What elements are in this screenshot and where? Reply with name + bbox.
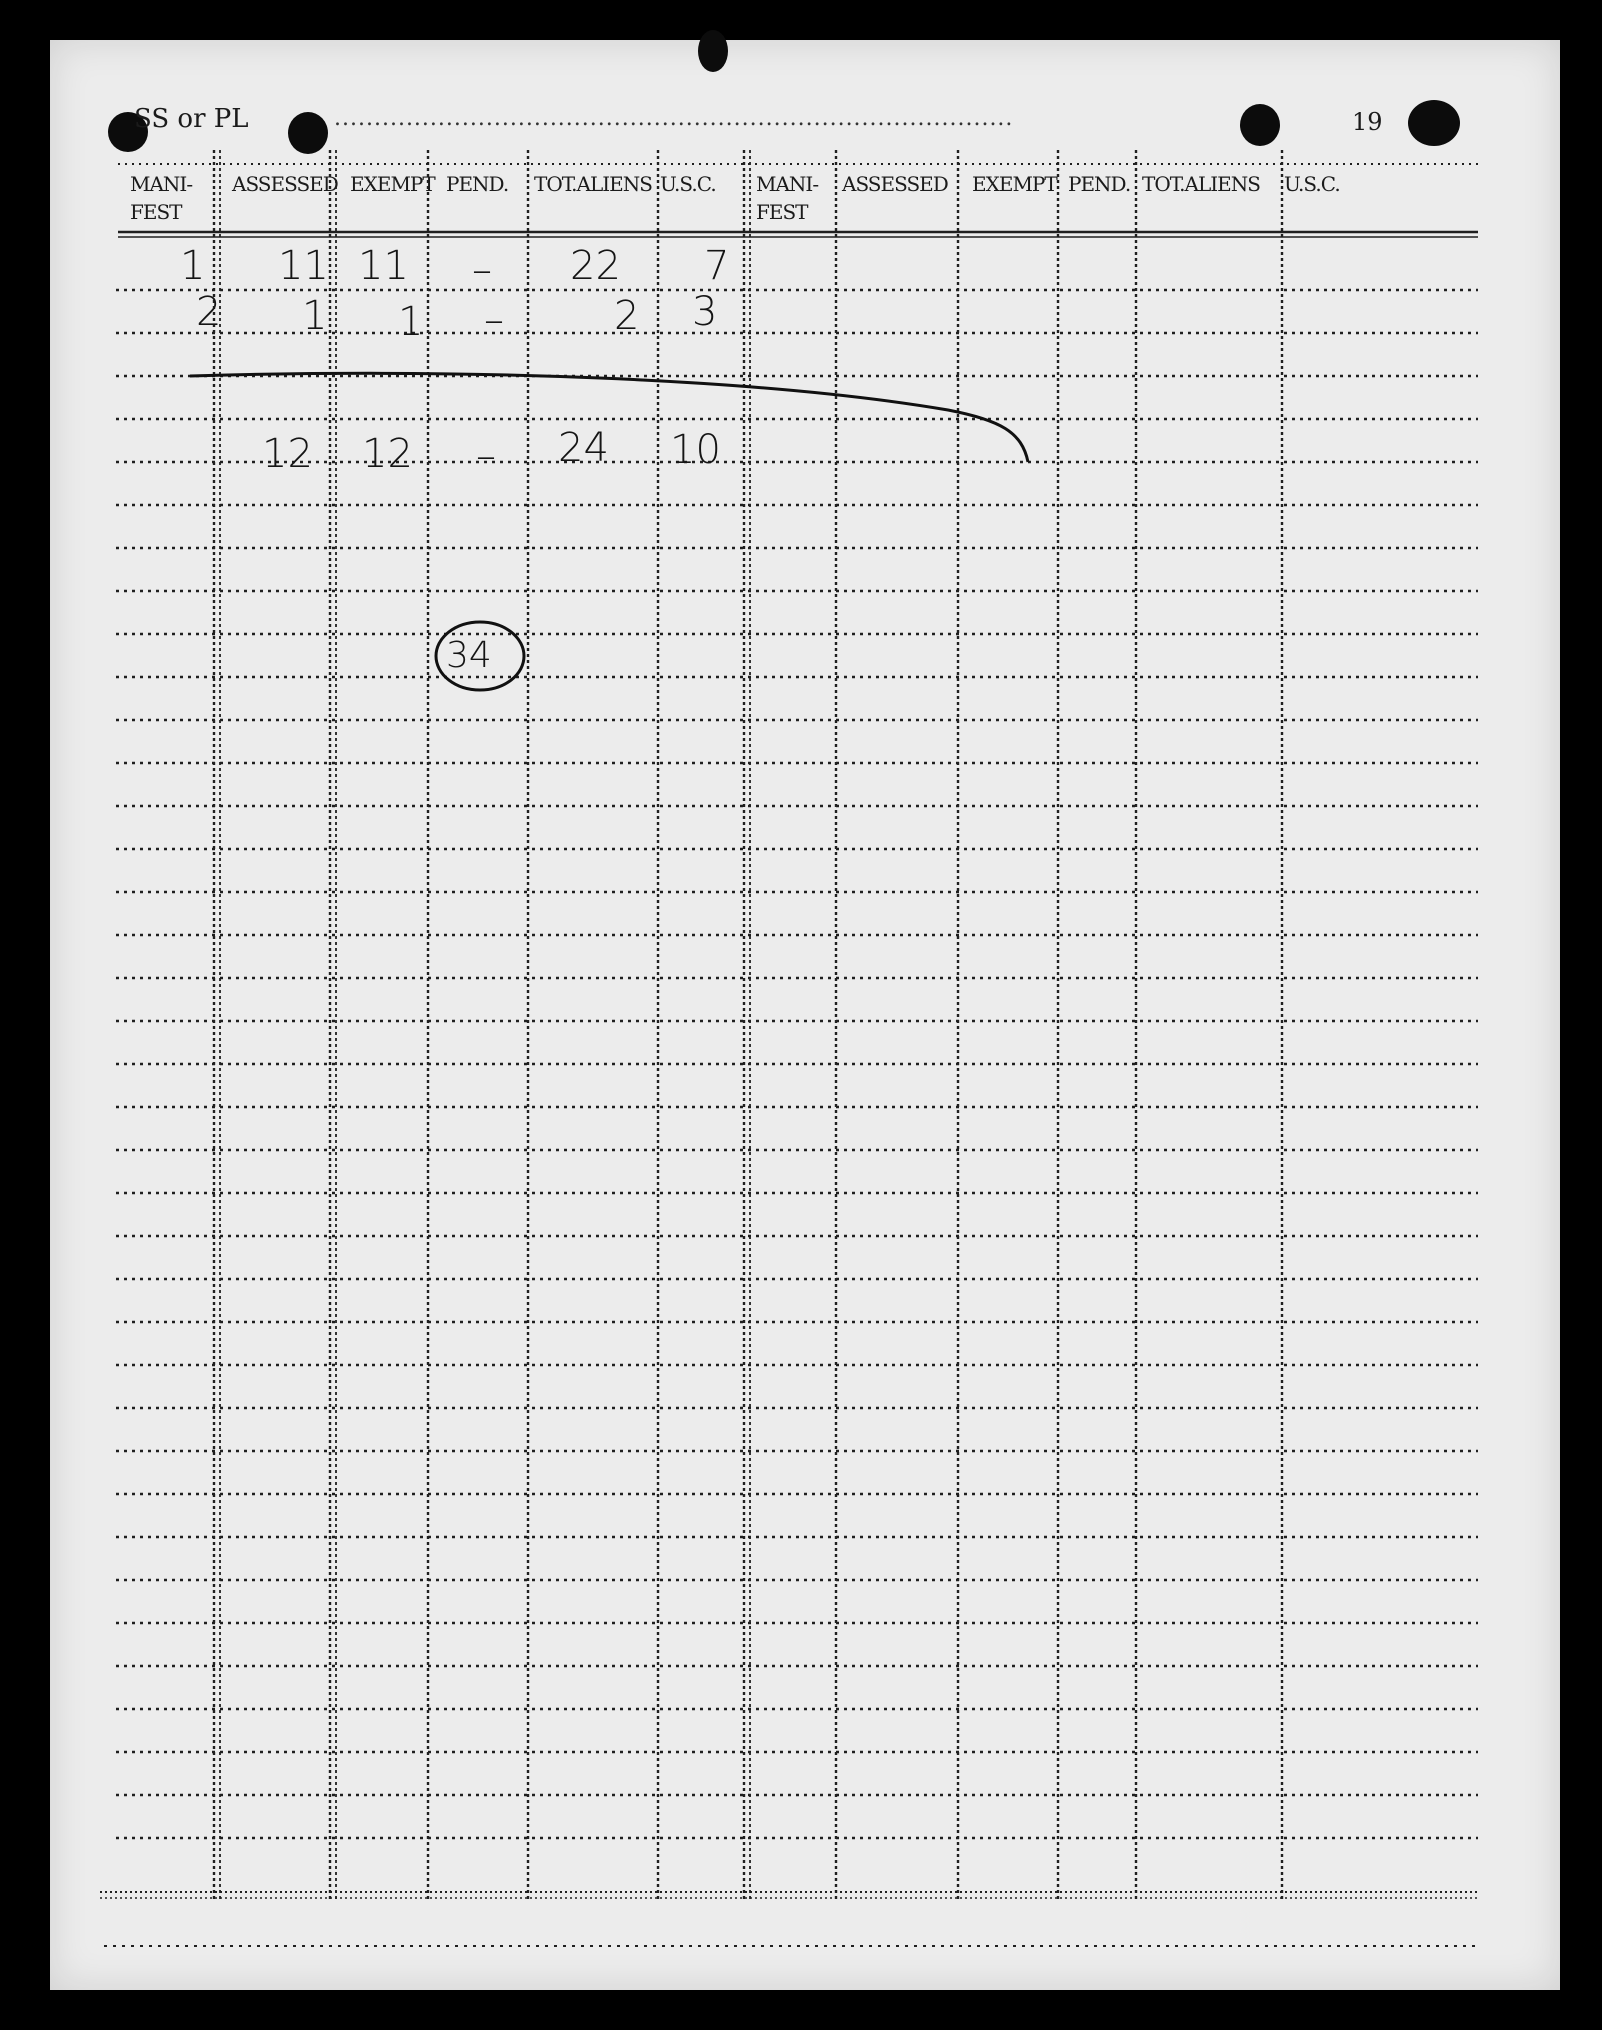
ship-label: SS or PL	[134, 104, 249, 134]
entry-2-tot-aliens: 2	[614, 293, 640, 339]
col-header-usc-2: U.S.C.	[1284, 172, 1340, 196]
entry-1-tot-aliens: 22	[570, 243, 621, 289]
col-header-pend-2: PEND.	[1068, 172, 1131, 196]
entry-2-manifest: 2	[196, 289, 222, 335]
col-header-pend-1: PEND.	[446, 172, 509, 196]
year-prefix: 19	[1352, 108, 1383, 136]
col-header-assessed-1: ASSESSED	[232, 172, 338, 196]
col-header-exempt-2: EXEMPT	[972, 172, 1057, 196]
col-header-usc-1: U.S.C.	[660, 172, 716, 196]
entry-2-assessed: 1	[302, 293, 328, 339]
total-assessed: 12	[262, 431, 313, 477]
col-header-exempt-1: EXEMPT	[350, 172, 435, 196]
entry-1-usc: 7	[704, 243, 730, 289]
entry-2-exempt: 1	[398, 299, 424, 345]
entry-2-pend: –	[484, 297, 504, 343]
handwritten-sum-line	[190, 373, 1028, 462]
col-header-tot-aliens-1: TOT.ALIENS	[534, 172, 652, 196]
entry-1-pend: –	[472, 247, 492, 293]
entry-1-manifest: 1	[180, 243, 206, 289]
total-tot-aliens: 24	[558, 425, 609, 471]
col-header-manifest-2: MANI- FEST	[756, 172, 819, 224]
col-header-assessed-2: ASSESSED	[842, 172, 948, 196]
total-exempt: 12	[362, 431, 413, 477]
total-pend: –	[476, 433, 496, 479]
date-dotted-line: .....................................................................................	[334, 106, 1014, 131]
circled-total: 34	[446, 635, 492, 676]
entry-2-usc: 3	[692, 289, 718, 335]
entry-1-exempt: 11	[358, 243, 409, 289]
entry-1-assessed: 11	[278, 243, 329, 289]
col-header-tot-aliens-2: TOT.ALIENS	[1142, 172, 1260, 196]
total-usc: 10	[670, 427, 721, 473]
col-header-manifest-1: MANI- FEST	[130, 172, 193, 224]
